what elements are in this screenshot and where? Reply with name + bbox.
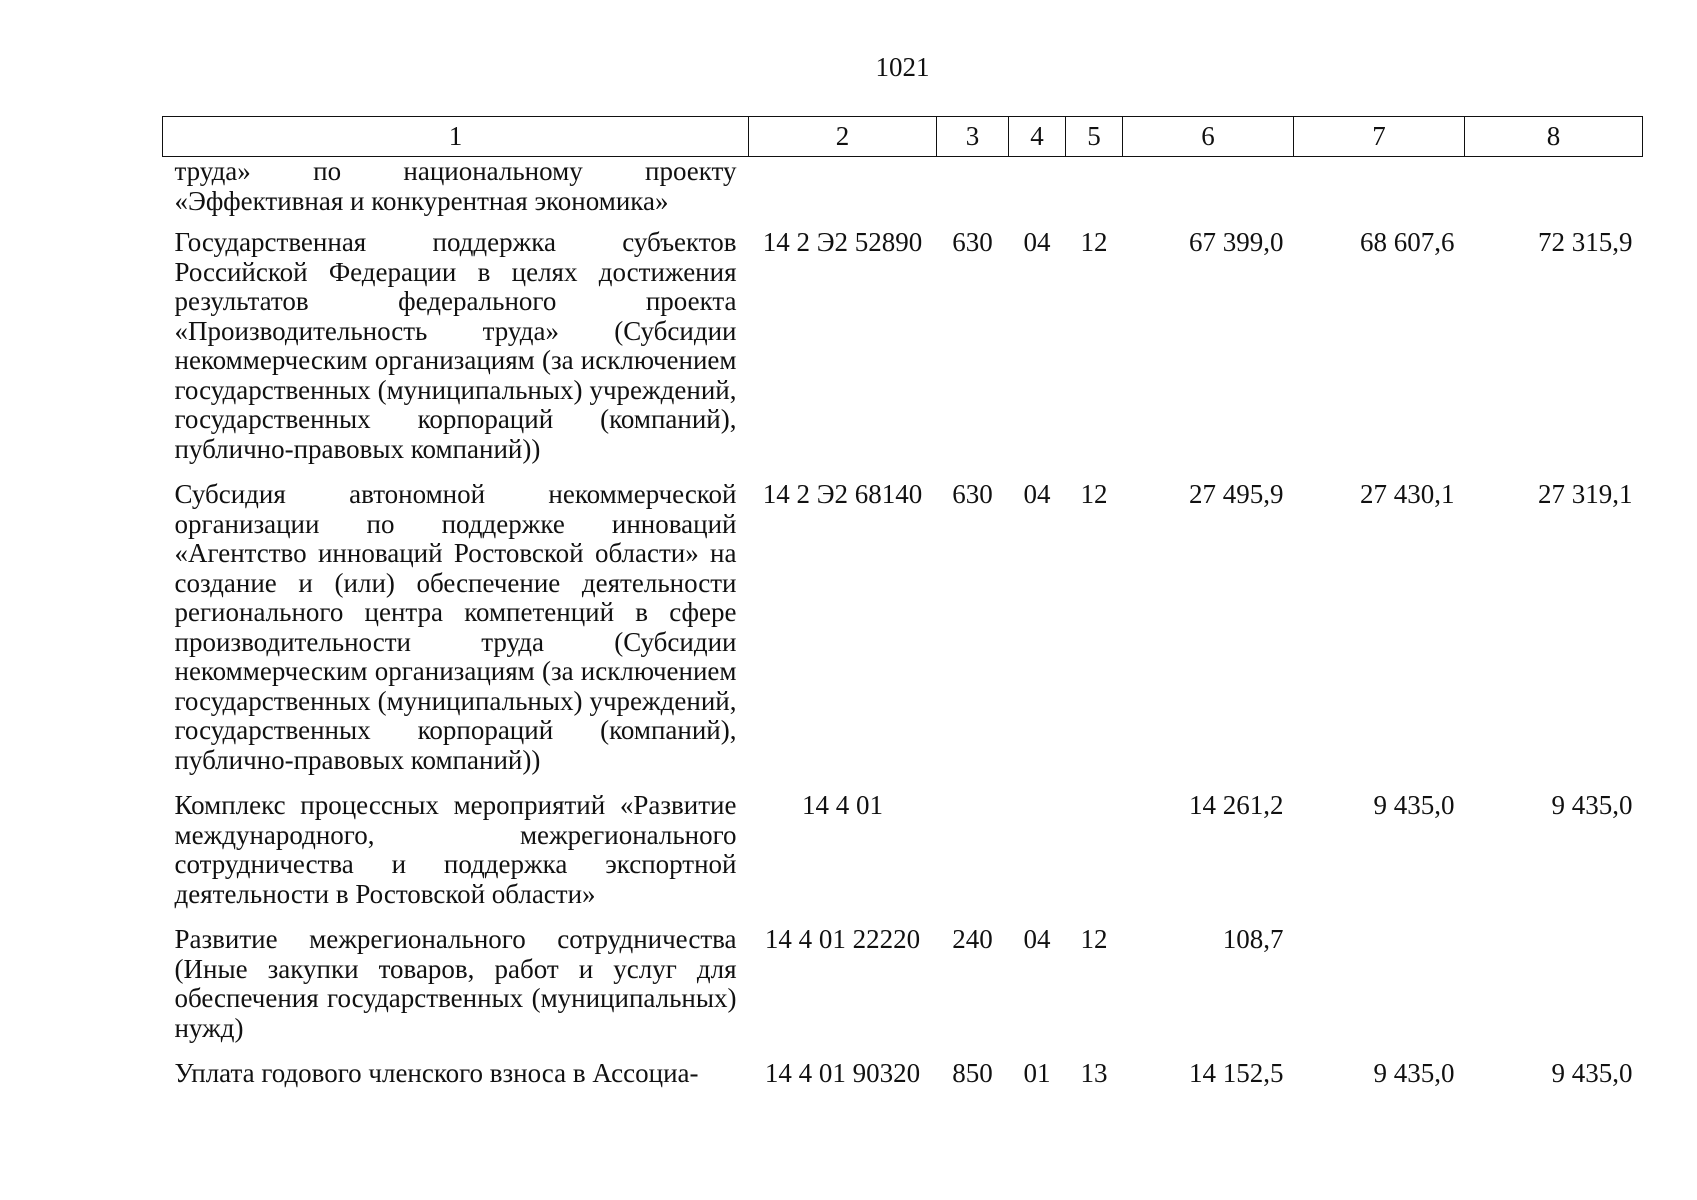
row-amount-col7: 68 607,6 <box>1360 227 1455 257</box>
column-header: 2 <box>749 117 937 157</box>
row-description: Государственная поддержка субъектов Российской Федерации в целях достижения результатов федерального проекта «Производительность труда» (Субсидии некоммерческим организациям (за исключением государственных (муниципальных) учреждений, государственных корпораций (компаний), публично-правовых компаний)) <box>174 227 737 464</box>
row-rz: 04 <box>1023 924 1051 954</box>
row-amount-col8: 27 319,1 <box>1538 479 1633 509</box>
header-row <box>163 117 1643 157</box>
row-description: труда» по национальному проекту «Эффективная и конкурентная экономика» <box>174 156 737 216</box>
row-code: 14 2 Э2 68140 <box>762 479 923 509</box>
row-rz <box>1009 157 1066 229</box>
row-amount-col6 <box>1123 157 1294 229</box>
row-vr <box>937 791 1009 925</box>
row-amount-col7: 27 430,1 <box>1360 479 1455 509</box>
row-rz: 01 <box>1023 1058 1051 1088</box>
row-vr: 240 <box>952 924 993 954</box>
row-rz: 04 <box>1023 227 1051 257</box>
column-header: 3 <box>937 117 1009 157</box>
table-row <box>163 1059 1643 1105</box>
row-pr: 12 <box>1080 479 1108 509</box>
row-amount-col7 <box>1294 925 1465 1059</box>
row-rz <box>1009 791 1066 925</box>
row-amount-col8: 9 435,0 <box>1551 790 1633 820</box>
row-vr: 630 <box>952 479 993 509</box>
row-pr <box>1066 157 1123 229</box>
row-pr: 12 <box>1080 924 1108 954</box>
column-header: 5 <box>1066 117 1123 157</box>
row-amount-col7 <box>1294 157 1465 229</box>
column-header: 1 <box>163 117 749 157</box>
row-vr <box>937 157 1009 229</box>
row-code: 14 2 Э2 52890 <box>762 227 923 257</box>
row-amount-col6: 14 152,5 <box>1189 1058 1284 1088</box>
row-description: Уплата годового членского взноса в Ассоциа- <box>174 1058 699 1088</box>
row-amount-col8 <box>1465 925 1643 1059</box>
row-description: Субсидия автономной некоммерческой организации по поддержке инноваций «Агентство инноваций Ростовской области» на создание и (или) обеспечение деятельности регионального центра компетенций в сфере производительности труда (Субсидии некоммерческим организациям (за исключением государственных (муниципальных) учреждений, государственных корпораций (компаний), публично-правовых компаний)) <box>174 479 737 775</box>
row-description: Развитие межрегионального сотрудничества (Иные закупки товаров, работ и услуг для обеспечения государственных (муниципальных) нужд) <box>174 924 737 1043</box>
row-amount-col6: 27 495,9 <box>1189 479 1284 509</box>
table-row <box>163 157 1643 229</box>
column-header: 8 <box>1465 117 1643 157</box>
table-row <box>163 925 1643 1059</box>
row-description: Комплекс процессных мероприятий «Развитие международного, межрегионального сотрудничества и поддержка экспортной деятельности в Ростовской области» <box>174 790 737 909</box>
row-code: 14 4 01 <box>802 790 883 820</box>
column-header: 4 <box>1009 117 1066 157</box>
table-row <box>163 791 1643 925</box>
column-header: 7 <box>1294 117 1465 157</box>
row-amount-col6: 14 261,2 <box>1189 790 1284 820</box>
row-amount-col6: 67 399,0 <box>1189 227 1284 257</box>
row-code <box>749 157 937 229</box>
row-rz: 04 <box>1023 479 1051 509</box>
row-pr: 13 <box>1080 1058 1108 1088</box>
row-code: 14 4 01 22220 <box>764 924 921 954</box>
row-pr: 12 <box>1080 227 1108 257</box>
row-vr: 630 <box>952 227 993 257</box>
column-header: 6 <box>1123 117 1294 157</box>
row-amount-col8: 72 315,9 <box>1538 227 1633 257</box>
row-code: 14 4 01 90320 <box>764 1058 921 1088</box>
table-row <box>163 228 1643 480</box>
budget-table <box>162 116 1643 1105</box>
page-number: 1021 <box>875 52 930 82</box>
row-amount-col7: 9 435,0 <box>1373 790 1455 820</box>
row-amount-col8: 9 435,0 <box>1551 1058 1633 1088</box>
row-amount-col6: 108,7 <box>1222 924 1284 954</box>
row-amount-col8 <box>1465 157 1643 229</box>
row-vr: 850 <box>952 1058 993 1088</box>
row-pr <box>1066 791 1123 925</box>
row-amount-col7: 9 435,0 <box>1373 1058 1455 1088</box>
table-row <box>163 480 1643 791</box>
